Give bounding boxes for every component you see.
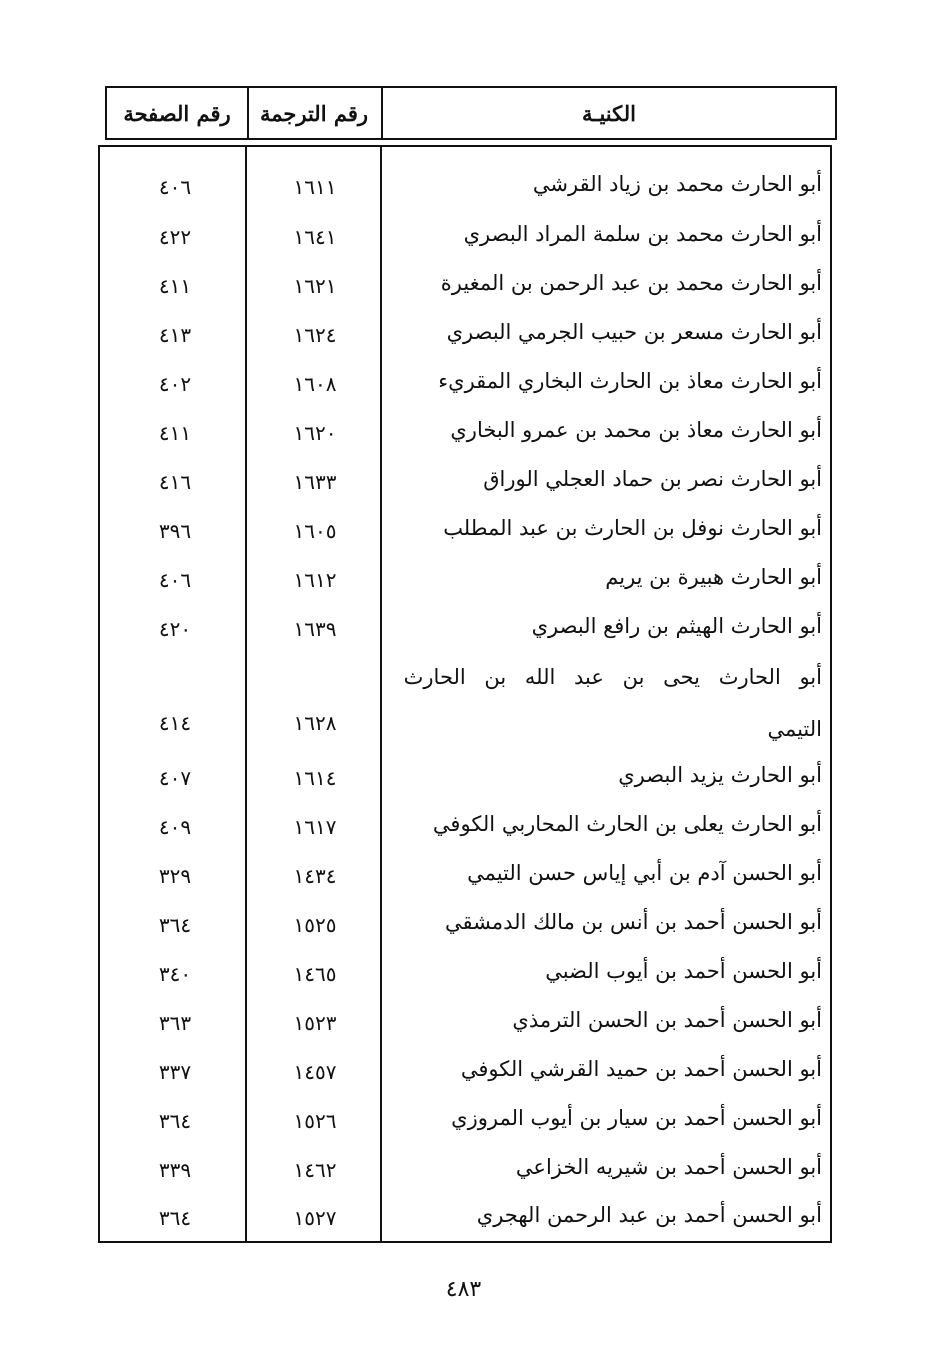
kunya-cell: أبو الحارث محمد بن زياد القرشي [532, 172, 822, 196]
page-cell: ٤٠٩ [158, 815, 192, 839]
table-body [98, 145, 832, 1243]
header-divider [381, 88, 383, 138]
header-tarjama-number: رقم الترجمة [260, 100, 369, 126]
tarjama-cell: ١٦٢١ [293, 274, 337, 298]
page-cell: ٤٠٧ [158, 766, 192, 790]
header-kunya: الكنيـة [582, 100, 636, 126]
tarjama-cell: ١٦٠٥ [293, 519, 337, 543]
header-divider [247, 88, 249, 138]
tarjama-cell: ١٦٢٨ [293, 711, 337, 735]
kunya-cell: أبو الحسن أحمد بن حميد القرشي الكوفي [460, 1057, 822, 1081]
header-page-number: رقم الصفحة [123, 100, 231, 126]
tarjama-cell: ١٦٢٤ [293, 323, 337, 347]
kunya-cell: أبو الحارث يزيد البصري [618, 763, 822, 787]
kunya-cell: أبو الحارث الهيثم بن رافع البصري [531, 614, 822, 638]
tarjama-cell: ١٦١١ [293, 175, 337, 199]
page-cell: ٣٦٤ [158, 1206, 192, 1230]
page-cell: ٤٢٠ [158, 617, 192, 641]
tarjama-cell: ١٥٢٥ [293, 913, 337, 937]
kunya-cell: أبو الحارث يحى بن عبد الله بن الحارث [403, 665, 822, 689]
tarjama-cell: ١٦٣٣ [293, 470, 337, 494]
page-cell: ٤٢٢ [158, 225, 192, 249]
page-cell: ٣٦٣ [158, 1011, 192, 1035]
tarjama-cell: ١٥٢٧ [293, 1206, 337, 1230]
tarjama-cell: ١٦١٢ [293, 568, 337, 592]
page-cell: ٣٤٠ [158, 962, 192, 986]
page-cell: ٣٢٩ [158, 864, 192, 888]
kunya-cell: أبو الحسن أحمد بن الحسن الترمذي [512, 1008, 822, 1032]
kunya-cell: أبو الحارث معاذ بن محمد بن عمرو البخاري [450, 418, 822, 442]
kunya-cell-continuation: التيمي [767, 717, 822, 741]
page-cell: ٤١١ [158, 274, 192, 298]
tarjama-cell: ١٥٢٣ [293, 1011, 337, 1035]
kunya-cell: أبو الحسن أحمد بن سيار بن أيوب المروزي [451, 1106, 822, 1130]
table-header [105, 86, 837, 140]
page-cell: ٣٣٧ [158, 1060, 192, 1084]
kunya-cell: أبو الحسن آدم بن أبي إياس حسن التيمي [467, 861, 822, 885]
tarjama-cell: ١٦٢٠ [293, 421, 337, 445]
kunya-cell: أبو الحارث نوفل بن الحارث بن عبد المطلب [443, 516, 822, 540]
tarjama-cell: ١٤٦٢ [293, 1158, 337, 1182]
page-cell: ٤٠٢ [158, 372, 192, 396]
kunya-cell: أبو الحسن أحمد بن عبد الرحمن الهجري [476, 1203, 822, 1227]
tarjama-cell: ١٦١٧ [293, 815, 337, 839]
page-cell: ٣٦٤ [158, 1109, 192, 1133]
kunya-cell: أبو الحارث نصر بن حماد العجلي الوراق [483, 467, 822, 491]
page-cell: ٤١٤ [158, 711, 192, 735]
column-divider [380, 147, 382, 1241]
kunya-cell: أبو الحسن أحمد بن شيريه الخزاعي [515, 1155, 822, 1179]
page-cell: ٤١٦ [158, 470, 192, 494]
tarjama-cell: ١٦٠٨ [293, 372, 337, 396]
page-cell: ٣٩٦ [158, 519, 192, 543]
tarjama-cell: ١٥٢٦ [293, 1109, 337, 1133]
page-number: ٤٨٣ [445, 1277, 482, 1302]
kunya-cell: أبو الحارث محمد بن عبد الرحمن بن المغيرة [440, 271, 822, 295]
kunya-cell: أبو الحارث معاذ بن الحارث البخاري المقريء [438, 369, 822, 393]
tarjama-cell: ١٦١٤ [293, 766, 337, 790]
tarjama-cell: ١٤٥٧ [293, 1060, 337, 1084]
kunya-cell: أبو الحارث محمد بن سلمة المراد البصري [463, 222, 822, 246]
page-cell: ٤١١ [158, 421, 192, 445]
column-divider [245, 147, 247, 1241]
page-cell: ٣٣٩ [158, 1158, 192, 1182]
kunya-cell: أبو الحارث مسعر بن حبيب الجرمي البصري [446, 320, 822, 344]
tarjama-cell: ١٦٤١ [293, 225, 337, 249]
page-cell: ٤٠٦ [158, 568, 192, 592]
page-cell: ٤٠٦ [158, 175, 192, 199]
tarjama-cell: ١٤٦٥ [293, 962, 337, 986]
tarjama-cell: ١٦٣٩ [293, 617, 337, 641]
page-cell: ٤١٣ [158, 323, 192, 347]
kunya-cell: أبو الحسن أحمد بن أيوب الضبي [545, 959, 822, 983]
kunya-cell: أبو الحارث يعلى بن الحارث المحاربي الكوفي [432, 812, 822, 836]
page-cell: ٣٦٤ [158, 913, 192, 937]
kunya-cell: أبو الحارث هبيرة بن يريم [605, 565, 822, 589]
tarjama-cell: ١٤٣٤ [293, 864, 337, 888]
kunya-cell: أبو الحسن أحمد بن أنس بن مالك الدمشقي [445, 910, 822, 934]
